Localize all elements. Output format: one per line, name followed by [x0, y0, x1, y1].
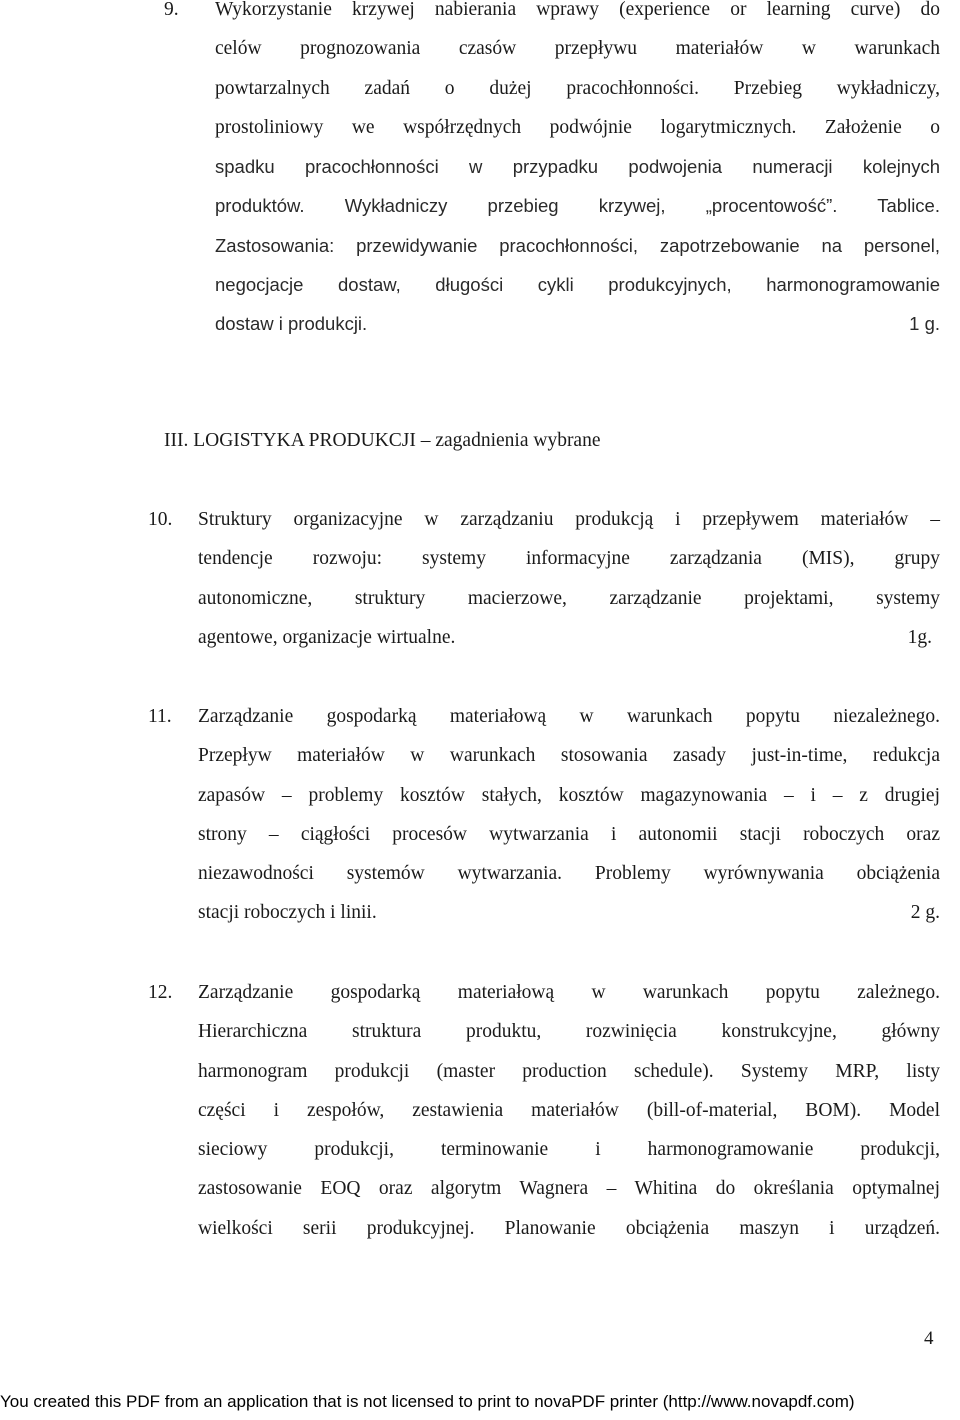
item-text-line: agentowe, organizacje wirtualne. [198, 626, 456, 648]
item-text-line: autonomiczne, struktury macierzowe, zarządzanie projektami, systemy [198, 587, 940, 609]
item-text-line: Hierarchiczna struktura produktu, rozwinięcia konstrukcyjne, główny [198, 1021, 940, 1043]
item-text-line: spadku pracochłonności w przypadku podwojenia numeracji kolejnych [215, 156, 940, 178]
item-hours: 1 g. [909, 313, 940, 335]
item-text-line: stacji roboczych i linii. [198, 902, 377, 924]
item-text-line: sieciowy produkcji, terminowanie i harmonogramowanie produkcji, [198, 1139, 940, 1161]
list-item-12 [148, 973, 940, 1248]
item-text-line: Zarządzanie gospodarką materiałową w warunkach popytu zależnego. [198, 982, 940, 1003]
item-number: 12. [148, 982, 173, 1003]
item-text-line: strony – ciągłości procesów wytwarzania i autonomii stacji roboczych oraz [198, 823, 940, 845]
list-item-10 [148, 500, 940, 657]
list-item-9 [164, 0, 940, 344]
item-text-line: Zastosowania: przewidywanie pracochłonności, zapotrzebowanie na personel, [215, 234, 940, 256]
item-hours: 1g. [907, 626, 932, 648]
item-number: 10. [148, 509, 173, 530]
item-text-line: negocjacje dostaw, długości cykli produkcyjnych, harmonogramowanie [215, 274, 940, 296]
item-text-line: zapasów – problemy kosztów stałych, kosztów magazynowania – i – z drugiej [198, 784, 940, 806]
item-text-line: harmonogram produkcji (master production schedule). Systemy MRP, listy [198, 1060, 940, 1082]
print-footer [0, 1392, 960, 1412]
item-last-line [198, 893, 940, 932]
footer-text: You created this PDF from an application that is not licensed to print to novaPDF printer ( [0, 1392, 669, 1411]
page-number: 4 [924, 1328, 934, 1349]
item-text-line: zastosowanie EOQ oraz algorytm Wagnera – Whitina do określania optymalnej [198, 1178, 940, 1200]
item-number: 9. [164, 0, 179, 20]
footer-link[interactable]: http://www.novapdf.com [668, 1392, 849, 1411]
item-text-line: celów prognozowania czasów przepływu materiałów w warunkach [215, 38, 940, 60]
section-heading: III. LOGISTYKA PRODUKCJI – zagadnienia wybrane [164, 430, 601, 451]
item-text-line: powtarzalnych zadań o dużej pracochłonności. Przebieg wykładniczy, [215, 77, 940, 99]
item-text-line: Wykorzystanie krzywej nabierania wprawy (experience or learning curve) do [215, 0, 940, 20]
item-text-line: części i zespołów, zestawienia materiałów (bill-of-material, BOM). Model [198, 1099, 940, 1121]
item-text-line: wielkości serii produkcyjnej. Planowanie obciążenia maszyn i urządzeń. [198, 1217, 940, 1239]
footer-close: ) [848, 1392, 855, 1411]
item-text-line: Przepływ materiałów w warunkach stosowania zasady just-in-time, redukcja [198, 745, 940, 767]
item-text-line: produktów. Wykładniczy przebieg krzywej, „procentowość”. Tablice. [215, 195, 940, 217]
item-text-line: tendencje rozwoju: systemy informacyjne zarządzania (MIS), grupy [198, 548, 940, 570]
item-text-line: dostaw i produkcji. [215, 313, 368, 335]
item-text-line: Zarządzanie gospodarką materiałową w warunkach popytu niezależnego. [198, 706, 940, 727]
item-last-line [215, 304, 940, 343]
item-last-line [198, 618, 932, 657]
item-number: 11. [148, 706, 172, 727]
item-text-line: niezawodności systemów wytwarzania. Problemy wyrównywania obciążenia [198, 863, 940, 885]
item-text-line: prostoliniowy we współrzędnych podwójnie logarytmicznych. Założenie o [215, 116, 940, 138]
item-text-line: Struktury organizacyjne w zarządzaniu produkcją i przepływem materiałów – [198, 509, 940, 530]
list-item-11 [148, 697, 940, 933]
item-hours: 2 g. [910, 902, 940, 924]
